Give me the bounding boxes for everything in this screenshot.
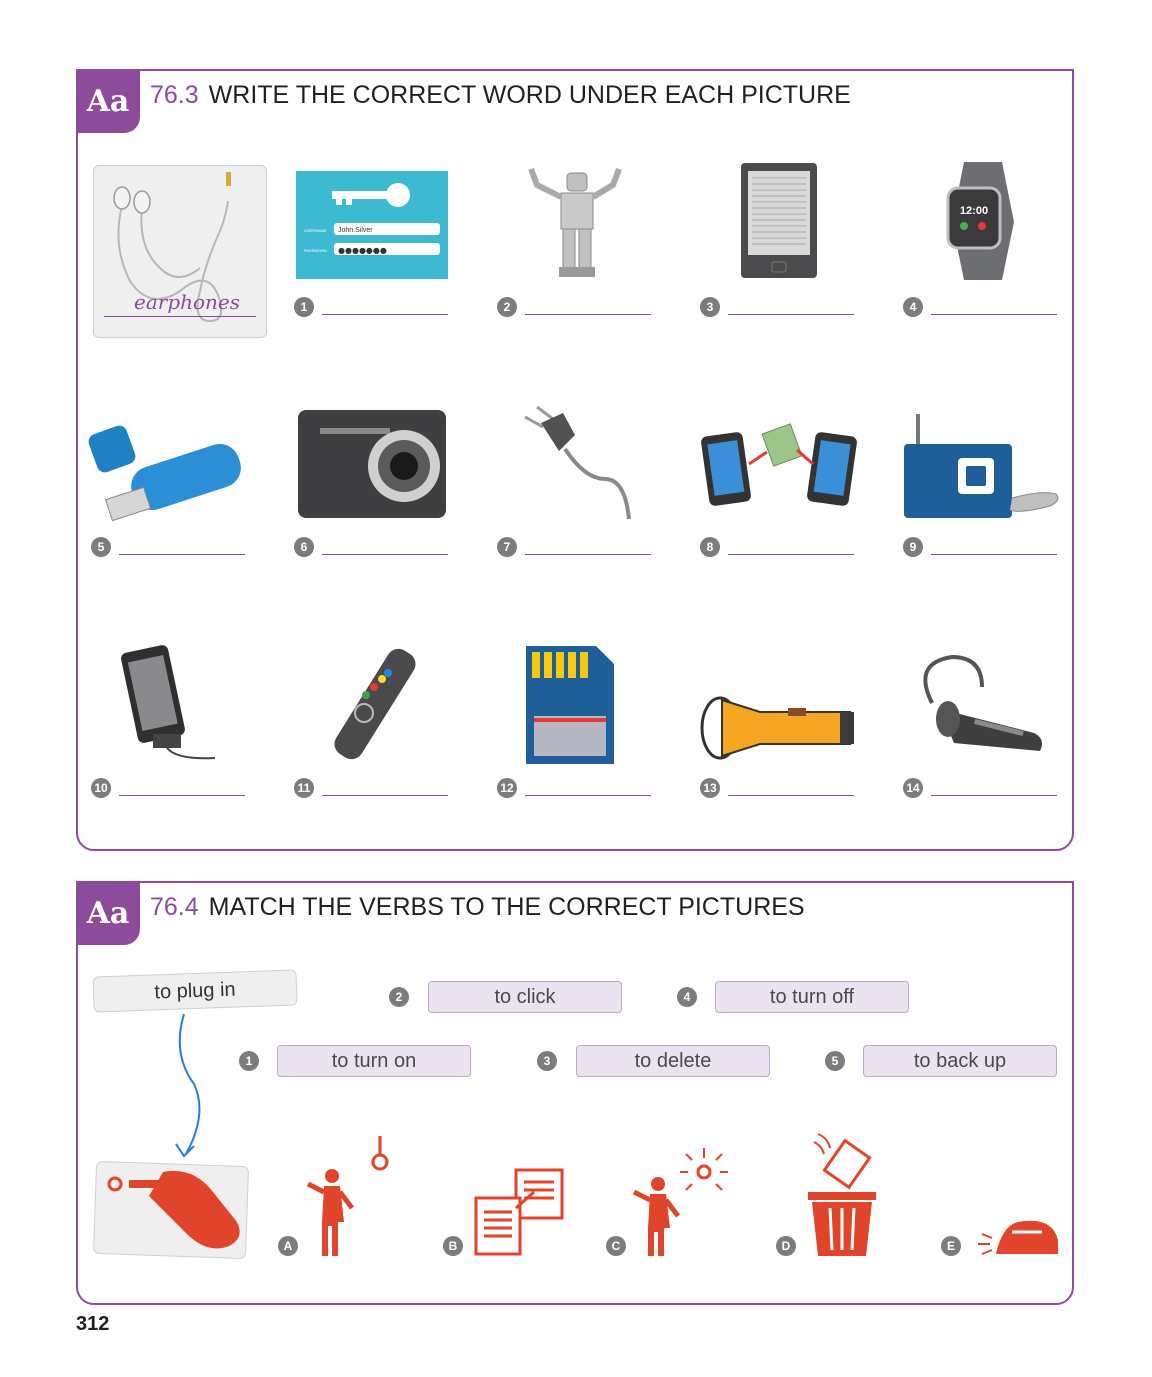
letter-badge-c: C xyxy=(606,1236,626,1256)
answer-line-10[interactable] xyxy=(119,795,245,796)
example-arrow-icon xyxy=(170,1012,210,1160)
answer-line-4[interactable] xyxy=(931,314,1057,315)
item-badge-5: 5 xyxy=(91,537,111,557)
answer-line-1[interactable] xyxy=(322,314,448,315)
item-badge-1: 1 xyxy=(294,297,314,317)
password-value: ●●●●●●● xyxy=(338,246,387,255)
turn-on-light-icon xyxy=(630,1144,730,1258)
item-badge-6: 6 xyxy=(294,537,314,557)
verb-badge-5: 5 xyxy=(825,1051,845,1071)
answer-line xyxy=(104,316,256,317)
delete-trash-icon xyxy=(804,1132,880,1258)
docked-phone-icon xyxy=(123,644,219,762)
exercise-title: 76.4 MATCH THE VERBS TO THE CORRECT PICTURES xyxy=(150,893,805,921)
item-badge-12: 12 xyxy=(497,778,517,798)
headset-icon xyxy=(914,653,1050,757)
verb-badge-1: 1 xyxy=(239,1051,259,1071)
answer-line-6[interactable] xyxy=(322,554,448,555)
answer-line-11[interactable] xyxy=(322,795,448,796)
vocabulary-icon: Aa xyxy=(76,881,140,945)
verb-badge-2: 2 xyxy=(389,987,409,1007)
verb-to-click[interactable]: to click xyxy=(428,981,622,1013)
smartwatch-icon xyxy=(944,162,1020,280)
verb-to-delete[interactable]: to delete xyxy=(576,1045,770,1077)
ereader-icon xyxy=(740,162,818,280)
usb-stick-icon xyxy=(90,425,250,521)
example-answer: earphones xyxy=(134,290,241,314)
item-badge-11: 11 xyxy=(294,778,314,798)
vocabulary-icon: Aa xyxy=(76,69,140,133)
plug-in-example-icon xyxy=(93,1162,251,1262)
picture-1 xyxy=(294,163,454,323)
answer-line-2[interactable] xyxy=(525,314,651,315)
letter-badge-a: A xyxy=(278,1236,298,1256)
item-badge-8: 8 xyxy=(700,537,720,557)
username-label: USERNAME xyxy=(304,228,327,233)
login-card-icon xyxy=(294,163,454,283)
password-label: PASSWORD xyxy=(304,248,328,253)
plug-icon xyxy=(519,405,631,521)
verb-to-back-up[interactable]: to back up xyxy=(863,1045,1057,1077)
item-badge-13: 13 xyxy=(700,778,720,798)
item-badge-7: 7 xyxy=(497,537,517,557)
answer-line-3[interactable] xyxy=(728,314,854,315)
verb-badge-3: 3 xyxy=(537,1051,557,1071)
letter-badge-e: E xyxy=(941,1236,961,1256)
item-badge-9: 9 xyxy=(903,537,923,557)
copy-documents-icon xyxy=(472,1168,566,1258)
iron-icon xyxy=(976,1214,1060,1258)
exercise-title: 76.3 WRITE THE CORRECT WORD UNDER EACH PICTURE xyxy=(150,81,851,109)
answer-line-5[interactable] xyxy=(119,554,245,555)
flashlight-icon xyxy=(700,696,856,760)
item-badge-2: 2 xyxy=(497,297,517,317)
page-number: 312 xyxy=(76,1313,110,1335)
mobile-payment-icon xyxy=(701,424,859,508)
item-badge-14: 14 xyxy=(903,778,923,798)
answer-line-13[interactable] xyxy=(728,795,854,796)
mp3-player-icon xyxy=(902,414,1062,520)
answer-line-14[interactable] xyxy=(931,795,1057,796)
item-badge-10: 10 xyxy=(91,778,111,798)
example-verb: to plug in xyxy=(92,969,297,1012)
item-badge-4: 4 xyxy=(903,297,923,317)
verb-to-turn-off[interactable]: to turn off xyxy=(715,981,909,1013)
memory-card-icon xyxy=(526,646,614,764)
answer-line-8[interactable] xyxy=(728,554,854,555)
watch-time: 12:00 xyxy=(959,205,989,217)
verb-to-turn-on[interactable]: to turn on xyxy=(277,1045,471,1077)
camera-icon xyxy=(296,404,448,522)
verb-badge-4: 4 xyxy=(677,987,697,1007)
answer-line-7[interactable] xyxy=(525,554,651,555)
example-card xyxy=(93,165,267,338)
letter-badge-b: B xyxy=(443,1236,463,1256)
answer-line-12[interactable] xyxy=(525,795,651,796)
answer-line-9[interactable] xyxy=(931,554,1057,555)
remote-control-icon xyxy=(324,643,424,763)
turn-off-light-icon xyxy=(302,1136,390,1258)
item-badge-3: 3 xyxy=(700,297,720,317)
letter-badge-d: D xyxy=(776,1236,796,1256)
username-value: John.Silver xyxy=(338,227,373,234)
robot-icon xyxy=(525,163,625,281)
